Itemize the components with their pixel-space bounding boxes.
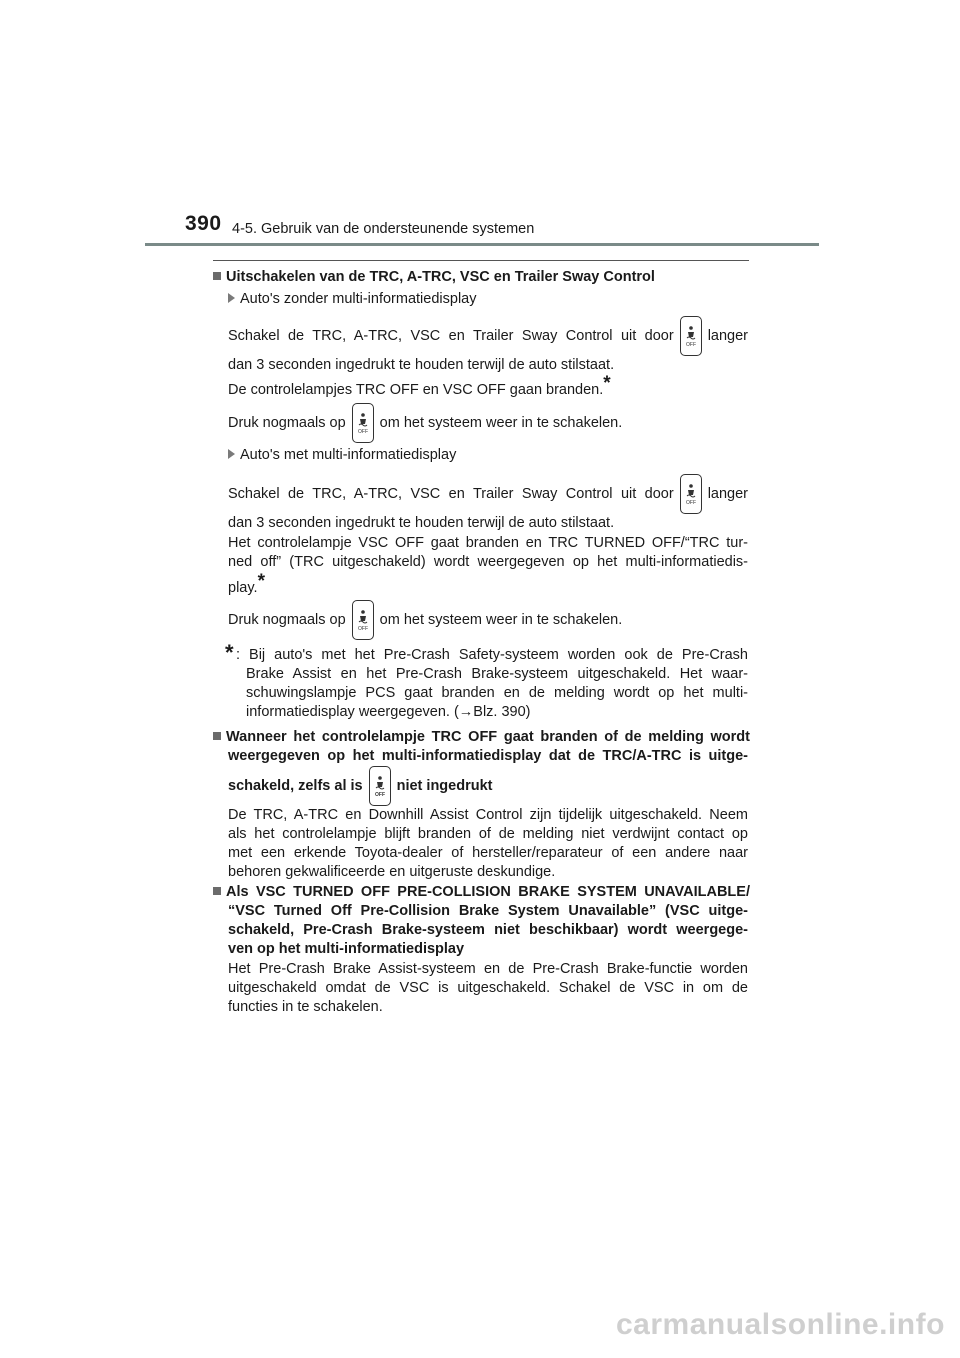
section-rule: [213, 260, 749, 261]
sub-b-p1: Schakel de TRC, A-TRC, VSC en Trailer Sway Control uit door OFF langer: [228, 474, 748, 514]
page-number: 390: [185, 212, 222, 235]
watermark: carmanualsonline.info: [616, 1308, 945, 1341]
vsc-off-button-icon: [352, 403, 374, 443]
bullet-square-icon: [213, 272, 221, 280]
section3-body-line1: Het Pre-Crash Brake Assist-systeem en de Pre-Crash Brake-functie worden: [228, 961, 748, 977]
section1-heading: Uitschakelen van de TRC, A-TRC, VSC en Trailer Sway Control: [213, 268, 753, 287]
section3-body-line3: functies in te schakelen.: [228, 999, 383, 1015]
bullet-triangle-icon: [228, 293, 235, 303]
bullet-triangle-icon: [228, 449, 235, 459]
vsc-off-button-icon: [369, 766, 391, 806]
footnote-line3: schuwingslampje PCS gaat branden en de melding wordt op het multi-: [246, 685, 748, 701]
section2-body-line4: behoren gekwalificeerde en uitgeruste deskundige.: [228, 864, 556, 880]
footnote-line1: : Bij auto's met het Pre-Crash Safety-systeem worden ook de Pre-Crash: [236, 647, 748, 663]
sub-b-p3-line3: play.*: [228, 571, 265, 596]
chapter-title: 4-5. Gebruik van de ondersteunende systemen: [232, 221, 535, 237]
bullet-square-icon: [213, 887, 221, 895]
header-rule: [145, 243, 819, 246]
footnote-line4: informatiedisplay weergegeven. (→Blz. 390): [246, 704, 531, 720]
sub-a-p1: Schakel de TRC, A-TRC, VSC en Trailer Sway Control uit door OFF langer: [228, 316, 748, 356]
sub-b-p4: Druk nogmaals op OFF om het systeem weer in te schakelen.: [228, 600, 748, 640]
section2-heading-line3: schakeld, zelfs al is OFF niet ingedrukt: [228, 766, 748, 806]
sub-b-p3-line2: ned off” (TRC uitgeschakeld) wordt weergegeven op het multi-informatiedis-: [228, 554, 748, 570]
svg-text:OFF: OFF: [685, 342, 696, 347]
svg-text:OFF: OFF: [374, 792, 385, 797]
vsc-off-button-icon: [680, 474, 702, 514]
asterisk-mark: *: [257, 571, 265, 592]
section2-heading-line2: weergegeven op het multi-informatiedisplay dat de TRC/A-TRC is uitge-: [228, 748, 748, 764]
section3-heading-line2: “VSC Turned Off Pre-Collision Brake System Unavailable” (VSC uitge-: [228, 903, 748, 919]
sub-b-p3-line1: Het controlelampje VSC OFF gaat branden en TRC TURNED OFF/“TRC tur-: [228, 535, 748, 551]
asterisk-mark: *: [603, 373, 611, 394]
footnote-line2: Brake Assist en het Pre-Crash Brake-systeem uitgeschakeld. Het waar-: [246, 666, 748, 682]
section3-heading-line3: schakeld, Pre-Crash Brake-systeem niet beschikbaar) wordt weergege-: [228, 922, 748, 938]
svg-text:OFF: OFF: [357, 429, 368, 434]
svg-text:OFF: OFF: [685, 500, 696, 505]
vsc-off-button-icon: [680, 316, 702, 356]
section2-body-line1: De TRC, A-TRC en Downhill Assist Control zijn tijdelijk uitgeschakeld. Neem: [228, 807, 748, 823]
section2-body-line3: met een erkende Toyota-dealer of hersteller/reparateur of een andere naar: [228, 845, 748, 861]
sub-b-p2: dan 3 seconden ingedrukt te houden terwijl de auto stilstaat.: [228, 515, 615, 531]
section2-body-line2: als het controlelampje blijft branden of de melding niet verdwijnt contact op: [228, 826, 748, 842]
footnote-asterisk: *: [225, 640, 234, 665]
sub-a-p2: dan 3 seconden ingedrukt te houden terwijl de auto stilstaat.: [228, 357, 615, 373]
svg-text:OFF: OFF: [357, 626, 368, 631]
section3-heading-line1: Als VSC TURNED OFF PRE-COLLISION BRAKE SYSTEM UNAVAILABLE/: [213, 883, 750, 902]
bullet-square-icon: [213, 732, 221, 740]
sub-a-label: Auto's zonder multi-informatiedisplay: [228, 290, 748, 309]
sub-a-p3: De controlelampjes TRC OFF en VSC OFF gaan branden.*: [228, 373, 611, 398]
section3-body-line2: uitgeschakeld omdat de VSC is uitgeschakeld. Schakel de VSC in om de: [228, 980, 748, 996]
section2-heading-line1: Wanneer het controlelampje TRC OFF gaat branden of de melding wordt: [213, 728, 750, 747]
vsc-off-button-icon: [352, 600, 374, 640]
sub-b-label: Auto's met multi-informatiedisplay: [228, 446, 748, 465]
sub-a-p4: Druk nogmaals op OFF om het systeem weer in te schakelen.: [228, 403, 748, 443]
section3-heading-line4: ven op het multi-informatiedisplay: [228, 941, 465, 957]
